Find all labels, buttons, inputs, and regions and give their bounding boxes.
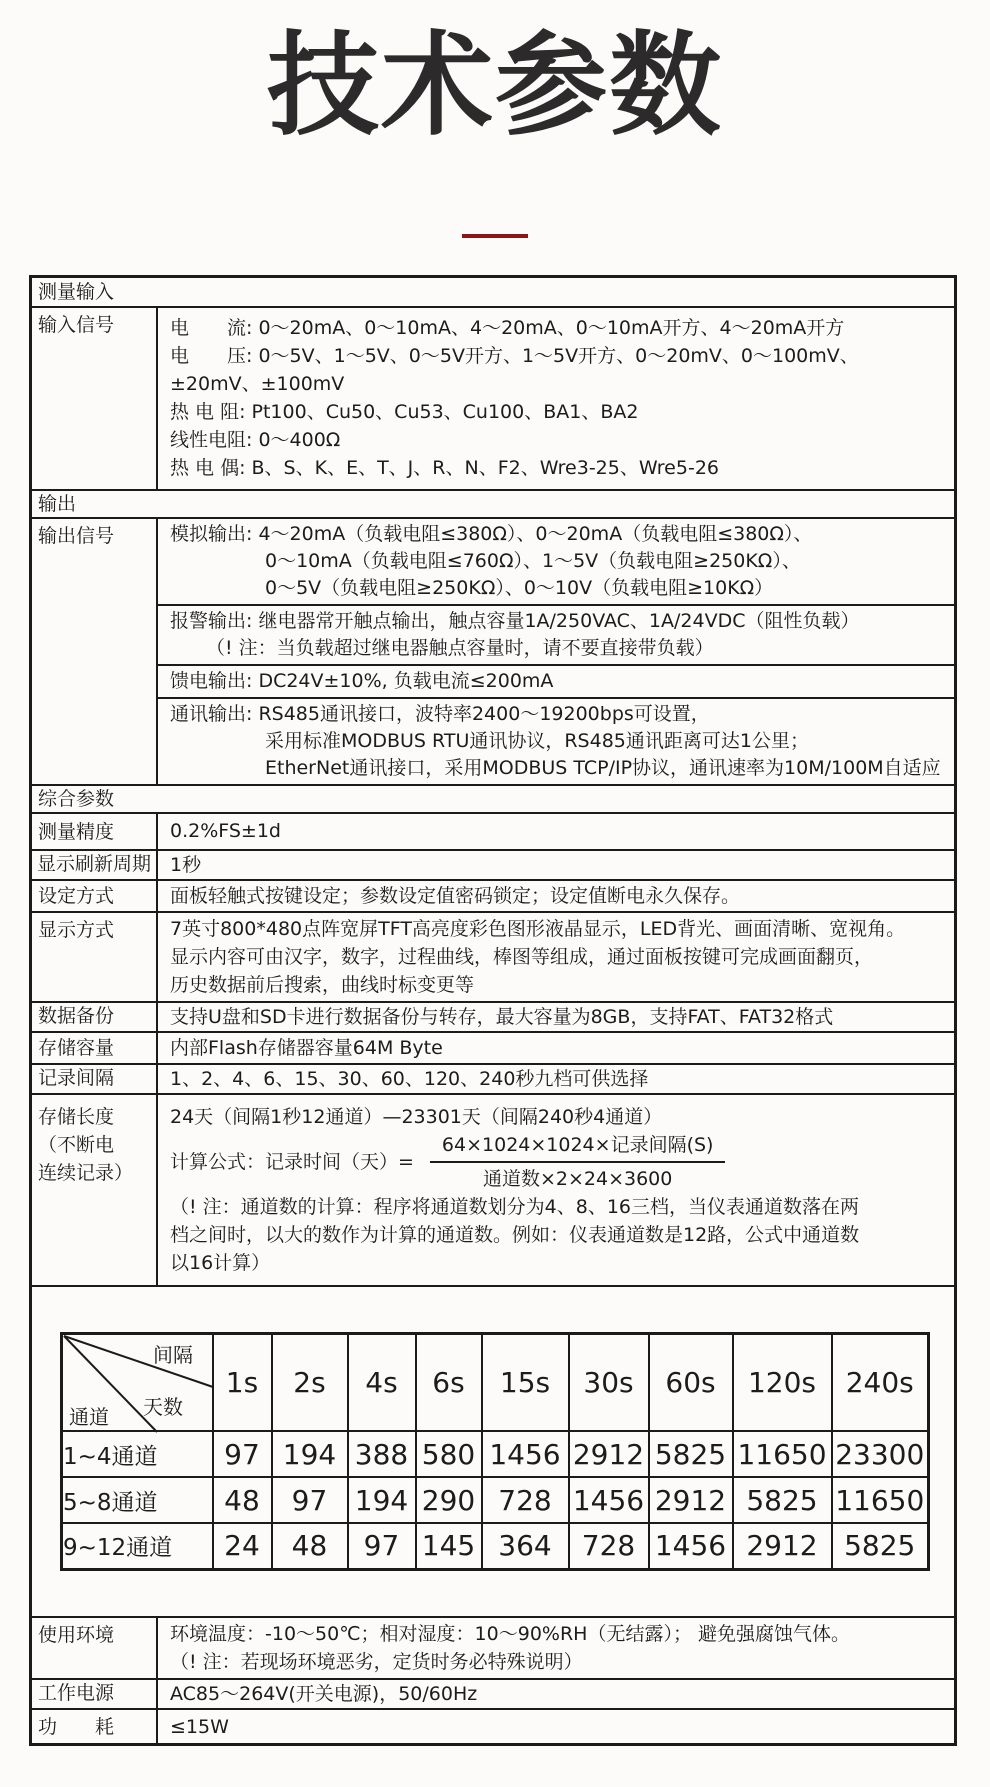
days-value: 24 [213, 1523, 272, 1569]
storage-label-line: （不断电 [38, 1133, 115, 1156]
days-value: 194 [348, 1477, 416, 1523]
page [0, 21, 990, 1746]
row-refresh [32, 849, 954, 879]
days-value: 728 [569, 1523, 649, 1569]
section-header: 测量输入 [38, 280, 115, 303]
record-days-table [60, 1332, 930, 1571]
table-row [62, 1523, 929, 1569]
row-label: 工作电源 [32, 1680, 158, 1708]
row-label: 存储容量 [32, 1033, 158, 1063]
row-accuracy [32, 812, 954, 849]
corner-interval-label: 间隔 [153, 1342, 193, 1367]
environment-line: 环境温度：-10～50℃；相对湿度：10～90%RH（无结露）； 避免强腐蚀气体。 [170, 1622, 850, 1645]
row-capacity [32, 1031, 954, 1063]
days-value: 97 [348, 1523, 416, 1569]
row-value [158, 1618, 954, 1678]
row-value [158, 913, 954, 1001]
days-value: 48 [272, 1523, 348, 1569]
corner-channel-label: 通道 [69, 1404, 109, 1429]
formula-fraction [430, 1131, 726, 1193]
days-value: 2912 [649, 1477, 733, 1523]
environment-line: （! 注：若现场环境恶劣，定货时务必特殊说明） [170, 1650, 583, 1673]
col-header: 1s [213, 1333, 272, 1431]
input-signal-line: 热 电 偶: B、S、K、E、T、J、R、N、F2、Wre3-25、Wre5-26 [170, 456, 719, 479]
feed-line: 馈电输出: DC24V±10%, 负载电流≤200mA [170, 669, 554, 692]
row-label: 使用环境 [32, 1618, 158, 1678]
col-header: 60s [649, 1333, 733, 1431]
col-header: 120s [733, 1333, 832, 1431]
display-line: 历史数据前后搜索，曲线时标变更等 [170, 973, 475, 996]
days-value: 1456 [569, 1477, 649, 1523]
days-value: 11650 [733, 1431, 832, 1477]
spec-table [29, 275, 957, 1746]
days-value: 290 [416, 1477, 482, 1523]
col-header: 4s [348, 1333, 416, 1431]
days-value: 5825 [733, 1477, 832, 1523]
formula-numerator: 64×1024×1024×记录间隔(S) [430, 1131, 726, 1163]
days-value: 1456 [482, 1431, 569, 1477]
row-value: 1、2、4、6、15、30、60、120、240秒九档可供选择 [170, 1067, 649, 1090]
comm-line: 通讯输出: RS485通讯接口，波特率2400～19200bps可设置， [170, 702, 710, 725]
row-value: 支持U盘和SD卡进行数据备份与转存，最大容量为8GB，支持FAT、FAT32格式 [170, 1005, 834, 1028]
section-header: 综合参数 [38, 787, 115, 810]
row-value: ≤15W [170, 1715, 229, 1738]
days-value: 48 [213, 1477, 272, 1523]
storage-label-line: 连续记录） [38, 1161, 134, 1184]
input-signal-line: 线性电阻: 0～400Ω [170, 428, 341, 451]
input-signal-line: 热 电 阻: Pt100、Cu50、Cu53、Cu100、BA1、BA2 [170, 400, 639, 423]
subrow-alarm-output [158, 604, 954, 664]
row-display [32, 911, 954, 1001]
section-measure-input [32, 278, 954, 306]
storage-note-line: （! 注：通道数的计算：程序将通道数划分为4、8、16三档，当仪表通道数落在两 [170, 1195, 860, 1218]
table-row [62, 1477, 929, 1523]
col-header: 240s [832, 1333, 929, 1431]
row-label: 记录间隔 [32, 1065, 158, 1093]
alarm-line: 报警输出: 继电器常开触点输出，触点容量1A/250VAC、1A/24VDC（阻性负载） [170, 609, 860, 632]
row-value: 内部Flash存储器容量64M Byte [170, 1036, 443, 1059]
days-value: 97 [213, 1431, 272, 1477]
row-consumption [32, 1708, 954, 1743]
row-label: 显示方式 [32, 913, 158, 1001]
input-signal-line: ±20mV、±100mV [170, 372, 345, 395]
row-value [158, 1095, 954, 1285]
days-value: 194 [272, 1431, 348, 1477]
days-value: 97 [272, 1477, 348, 1523]
section-general [32, 784, 954, 812]
formula-prefix: 计算公式：记录时间（天）= [170, 1150, 414, 1173]
days-value: 1456 [649, 1523, 733, 1569]
row-interval [32, 1063, 954, 1093]
subrow-comm-output [158, 697, 954, 784]
row-label: 测量精度 [32, 814, 158, 849]
row-label [32, 1095, 158, 1285]
row-power [32, 1678, 954, 1708]
storage-range: 24天（间隔1秒12通道）—23301天（间隔240秒4通道） [170, 1105, 663, 1128]
row-backup [32, 1001, 954, 1031]
analog-line: 0～10mA（负载电阻≤760Ω）、1～5V（负载电阻≥250KΩ）、 [265, 549, 801, 572]
formula-denominator: 通道数×2×24×3600 [482, 1167, 673, 1190]
row-output-signal [32, 517, 954, 784]
row-input-signal [32, 306, 954, 489]
col-header: 6s [416, 1333, 482, 1431]
output-signal-subrows [158, 519, 954, 784]
table-row [62, 1431, 929, 1477]
row-label: 数据备份 [32, 1003, 158, 1031]
subrow-feed-output [158, 664, 954, 697]
comm-line: 采用标准MODBUS RTU通讯协议，RS485通讯距离可达1公里； [265, 729, 809, 752]
days-value: 364 [482, 1523, 569, 1569]
days-value: 728 [482, 1477, 569, 1523]
days-value: 145 [416, 1523, 482, 1569]
days-value: 580 [416, 1431, 482, 1477]
alarm-note-line: （! 注：当负载超过继电器触点容量时，请不要直接带负载） [206, 636, 714, 659]
row-label: 设定方式 [32, 881, 158, 911]
days-value: 11650 [832, 1477, 929, 1523]
row-header: 9~12通道 [62, 1523, 213, 1569]
corner-days-label: 天数 [143, 1394, 183, 1419]
row-value: 1秒 [170, 853, 202, 876]
row-value: 0.2%FS±1d [170, 819, 281, 842]
row-value: 面板轻触式按键设定；参数设定值密码锁定；设定值断电永久保存。 [170, 884, 741, 907]
col-header: 15s [482, 1333, 569, 1431]
storage-note-line: 档之间时，以大的数作为计算的通道数。例如：仪表通道数是12路，公式中通道数 [170, 1223, 860, 1246]
row-value [158, 308, 954, 489]
row-storage-length [32, 1093, 954, 1285]
comm-line: EtherNet通讯接口，采用MODBUS TCP/IP协议，通讯速率为10M/100M自适应 [265, 756, 941, 779]
col-header: 30s [569, 1333, 649, 1431]
days-value: 23300 [832, 1431, 929, 1477]
input-signal-line: 电 压: 0～5V、1～5V、0～5V开方、1～5V开方、0～20mV、0～100mV、 [170, 344, 859, 367]
storage-formula [170, 1131, 948, 1193]
display-line: 显示内容可由汉字，数字，过程曲线，棒图等组成，通过面板按键可完成画面翻页， [170, 945, 874, 968]
row-header: 5~8通道 [62, 1477, 213, 1523]
storage-label-line: 存储长度 [38, 1105, 115, 1128]
row-setting [32, 879, 954, 911]
page-title: 技术参数 [267, 21, 723, 151]
row-environment [32, 1616, 954, 1678]
row-label: 功 耗 [32, 1710, 158, 1743]
days-value: 388 [348, 1431, 416, 1477]
analog-line: 模拟输出: 4～20mA（负载电阻≤380Ω）、0～20mA（负载电阻≤380Ω）、 [170, 522, 813, 545]
row-label: 输入信号 [32, 308, 158, 489]
days-value: 5825 [832, 1523, 929, 1569]
section-output [32, 489, 954, 517]
days-value: 2912 [569, 1431, 649, 1477]
row-label: 显示刷新周期 [32, 851, 158, 879]
col-header: 2s [272, 1333, 348, 1431]
analog-line: 0～5V（负载电阻≥250KΩ）、0～10V（负载电阻≥10KΩ） [265, 576, 774, 599]
storage-note-line: 以16计算） [170, 1251, 271, 1274]
days-value: 5825 [649, 1431, 733, 1477]
display-line: 7英寸800*480点阵宽屏TFT高亮度彩色图形液晶显示，LED背光、画面清晰、宽视角。 [170, 917, 906, 940]
row-label: 输出信号 [32, 519, 158, 784]
input-signal-line: 电 流: 0～20mA、0～10mA、4～20mA、0～10mA开方、4～20mA开方 [170, 316, 845, 339]
row-header: 1~4通道 [62, 1431, 213, 1477]
days-value: 2912 [733, 1523, 832, 1569]
subrow-analog-output [158, 519, 954, 604]
section-header: 输出 [38, 492, 77, 515]
row-record-days [32, 1285, 954, 1616]
row-value: AC85～264V(开关电源)，50/60Hz [170, 1682, 478, 1705]
title-accent-line [462, 234, 528, 238]
record-days-cell [32, 1287, 954, 1616]
corner-cell [62, 1333, 213, 1431]
